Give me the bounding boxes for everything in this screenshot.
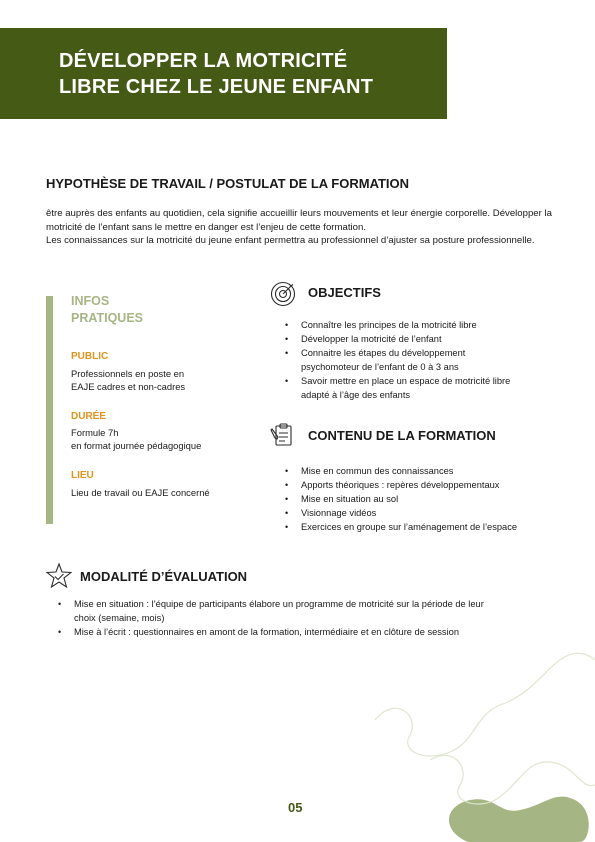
- public-label: PUBLIC: [71, 351, 109, 362]
- list-item: • Mise à l’écrit : questionnaires en amont de la formation, intermédiaire et en clôture de session: [74, 626, 484, 640]
- infos-title-line-2: PRATIQUES: [71, 311, 143, 325]
- list-item-continuation: adapté à l’âge des enfants: [301, 389, 411, 400]
- infos-title-line-1: INFOS: [71, 294, 110, 308]
- duree-text-line-1: Formule 7h: [71, 427, 119, 438]
- list-item: • Mise en commun des connaissances: [301, 465, 517, 479]
- hypothesis-paragraph-2: Les connaissances sur la motricité du jeune enfant permettra au professionnel d’ajuster sa posture professionnelle.: [46, 235, 535, 247]
- page-number: 05: [288, 800, 303, 815]
- list-item: • Connaître les principes de la motricité libre: [301, 319, 510, 333]
- hypothesis-heading: HYPOTHÈSE DE TRAVAIL / POSTULAT DE LA FORMATION: [46, 176, 410, 191]
- public-text-line-1: Professionnels en poste en: [71, 368, 185, 379]
- page-title-line-2: LIBRE CHEZ LE JEUNE ENFANT: [59, 76, 374, 98]
- list-item: • Visionnage vidéos: [301, 507, 517, 521]
- list-item-continuation: choix (semaine, mois): [74, 612, 165, 623]
- evaluation-heading: MODALITÉ D’ÉVALUATION: [80, 569, 248, 584]
- list-item: • Apports théoriques : repères développementaux: [301, 479, 517, 493]
- duree-text-line-2: en format journée pédagogique: [71, 440, 202, 451]
- page-title-line-1: DÉVELOPPER LA MOTRICITÉ: [59, 50, 348, 72]
- list-item: • Mise en situation : l’équipe de participants élabore un programme de motricité sur la période de leur: [74, 598, 484, 612]
- public-text-line-2: EAJE cadres et non-cadres: [71, 381, 186, 392]
- list-item: • Développer la motricité de l’enfant: [301, 333, 510, 347]
- lieu-label: LIEU: [71, 470, 94, 481]
- lieu-text-line-1: Lieu de travail ou EAJE concerné: [71, 487, 210, 498]
- outline-blob-lower: [430, 755, 595, 804]
- list-item: • Mise en situation au sol: [301, 493, 517, 507]
- contenu-heading: CONTENU DE LA FORMATION: [308, 428, 496, 443]
- objectifs-heading: OBJECTIFS: [308, 285, 381, 300]
- hypothesis-paragraph-1: être auprès des enfants au quotidien, cela signifie accueillir leurs mouvements et leur énergie corporelle. Développer la motricité de l’enfant sans le mettre en danger est l’enjeu de cette formation.: [46, 208, 552, 233]
- duree-label: DURÉE: [71, 411, 107, 422]
- list-item: • Exercices en groupe sur l’aménagement de l’espace: [301, 521, 517, 535]
- list-item: • Savoir mettre en place un espace de motricité libre: [301, 375, 510, 389]
- outline-blob-upper: [375, 653, 595, 756]
- list-item-continuation: psychomoteur de l’enfant de 0 à 3 ans: [301, 361, 459, 372]
- list-item: • Connaitre les étapes du développement: [301, 347, 510, 361]
